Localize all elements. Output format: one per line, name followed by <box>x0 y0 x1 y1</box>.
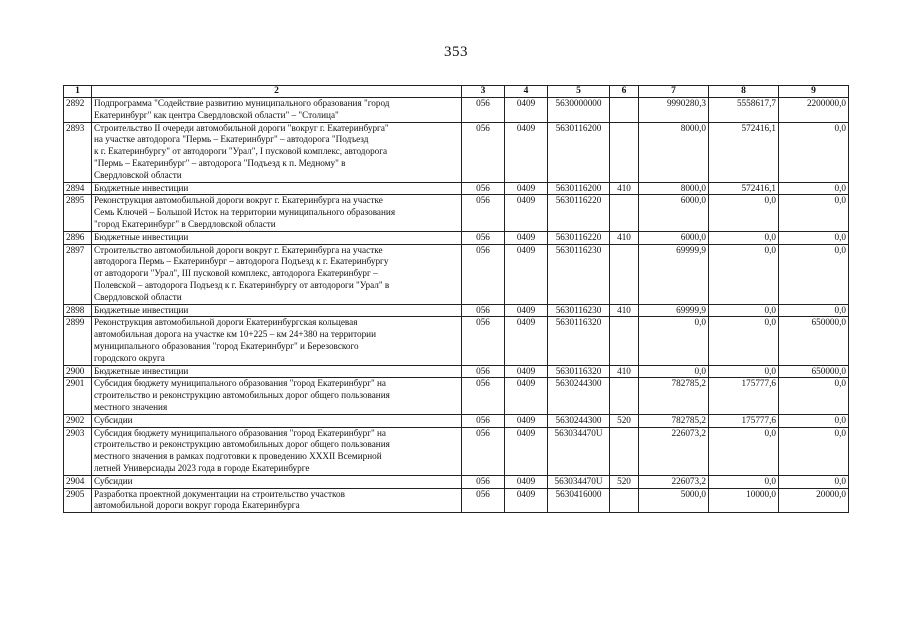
target-code-cell: 5630416000 <box>548 488 610 513</box>
row-name-line: Свердловской области <box>94 291 182 302</box>
row-name-cell <box>92 378 462 414</box>
table-row <box>64 317 849 365</box>
row-name-line: строительство и реконструкцию автомобильных дорог общего пользования <box>94 390 390 401</box>
row-name-line: местного значения <box>94 401 168 412</box>
row-name-line: местного значения в рамках подготовки к проведению XXXII Всемирной <box>94 451 382 462</box>
row-number-cell: 2903 <box>64 427 92 475</box>
row-number-cell: 2895 <box>64 195 92 231</box>
header-row <box>64 86 849 98</box>
column-header: 9 <box>779 86 849 98</box>
row-name-line: Семь Ключей – Большой Исток на территории муниципального образования <box>94 207 396 218</box>
row-name-line: "город Екатеринбург" в Свердловской области <box>94 218 276 229</box>
amount-col9-cell: 2200000,0 <box>779 98 849 123</box>
amount-col7-cell: 69999,9 <box>639 244 709 304</box>
row-number-cell: 2899 <box>64 317 92 365</box>
amount-col8-cell: 10000,0 <box>709 488 779 513</box>
section-code-cell: 0409 <box>505 195 548 231</box>
row-name-line: Субсидия бюджету муниципального образования "город Екатеринбург" на <box>94 427 387 438</box>
column-header: 2 <box>92 86 462 98</box>
row-name-line: Свердловской области <box>94 169 182 180</box>
row-number-cell: 2904 <box>64 475 92 488</box>
amount-col8-cell: 0,0 <box>709 244 779 304</box>
amount-col9-cell: 650000,0 <box>779 365 849 378</box>
row-name-line: Субсидии <box>94 414 133 425</box>
expense-type-cell <box>610 378 639 414</box>
row-name-line: на участке автодорога "Пермь – Екатеринбург" – автодорога "Подъезд <box>94 134 369 145</box>
column-header: 1 <box>64 86 92 98</box>
ministry-code-cell: 056 <box>462 122 505 182</box>
table-row <box>64 378 849 414</box>
ministry-code-cell: 056 <box>462 182 505 195</box>
section-code-cell: 0409 <box>505 488 548 513</box>
table-row <box>64 122 849 182</box>
amount-col9-cell: 0,0 <box>779 427 849 475</box>
section-code-cell: 0409 <box>505 317 548 365</box>
target-code-cell: 5630244300 <box>548 378 610 414</box>
row-name-line: городского округа <box>94 352 165 363</box>
row-name-line: автодорога Пермь – Екатеринбург – автодорога Подъезд к г. Екатеринбургу <box>94 256 389 267</box>
amount-col9-cell: 0,0 <box>779 475 849 488</box>
row-name-cell <box>92 98 462 123</box>
row-name-line: автомобильной дороги вокруг города Екатеринбурга <box>94 500 300 511</box>
amount-col8-cell: 0,0 <box>709 427 779 475</box>
row-name-line: Реконструкция автомобильной дороги Екатеринбургская кольцевая <box>94 317 358 328</box>
expense-type-cell: 520 <box>610 414 639 427</box>
column-header: 3 <box>462 86 505 98</box>
target-code-cell: 5630116230 <box>548 304 610 317</box>
ministry-code-cell: 056 <box>462 427 505 475</box>
row-name-line: летней Универсиады 2023 года в городе Екатеринбурге <box>94 462 310 473</box>
amount-col8-cell: 0,0 <box>709 231 779 244</box>
table-row <box>64 195 849 231</box>
row-name-line: строительство и реконструкцию автомобильных дорог общего пользования <box>94 439 390 450</box>
target-code-cell: 5630116220 <box>548 231 610 244</box>
row-name-line: Бюджетные инвестиции <box>94 304 189 315</box>
amount-col7-cell: 8000,0 <box>639 122 709 182</box>
ministry-code-cell: 056 <box>462 304 505 317</box>
amount-col8-cell: 0,0 <box>709 195 779 231</box>
row-name-line: Строительство II очереди автомобильной дороги "вокруг г. Екатеринбурга" <box>94 122 389 133</box>
section-code-cell: 0409 <box>505 182 548 195</box>
ministry-code-cell: 056 <box>462 488 505 513</box>
row-name-line: Бюджетные инвестиции <box>94 231 189 242</box>
row-name-cell <box>92 488 462 513</box>
target-code-cell: 5630116220 <box>548 195 610 231</box>
row-number-cell: 2898 <box>64 304 92 317</box>
section-code-cell: 0409 <box>505 231 548 244</box>
ministry-code-cell: 056 <box>462 195 505 231</box>
column-header: 7 <box>639 86 709 98</box>
table-row <box>64 414 849 427</box>
expense-type-cell <box>610 427 639 475</box>
expense-type-cell <box>610 488 639 513</box>
row-name-line: Бюджетные инвестиции <box>94 182 189 193</box>
amount-col7-cell: 0,0 <box>639 365 709 378</box>
amount-col8-cell: 0,0 <box>709 475 779 488</box>
expense-type-cell <box>610 122 639 182</box>
target-code-cell: 5630116200 <box>548 122 610 182</box>
amount-col9-cell: 0,0 <box>779 414 849 427</box>
column-header: 5 <box>548 86 610 98</box>
row-number-cell: 2896 <box>64 231 92 244</box>
row-number-cell: 2892 <box>64 98 92 123</box>
table-row <box>64 427 849 475</box>
target-code-cell: 5630116200 <box>548 182 610 195</box>
amount-col8-cell: 0,0 <box>709 365 779 378</box>
expense-type-cell: 520 <box>610 475 639 488</box>
amount-col7-cell: 6000,0 <box>639 195 709 231</box>
expense-type-cell <box>610 98 639 123</box>
section-code-cell: 0409 <box>505 365 548 378</box>
ministry-code-cell: 056 <box>462 231 505 244</box>
amount-col9-cell: 0,0 <box>779 122 849 182</box>
row-name-cell <box>92 317 462 365</box>
section-code-cell: 0409 <box>505 414 548 427</box>
section-code-cell: 0409 <box>505 304 548 317</box>
table-row <box>64 98 849 123</box>
row-name-line: Екатеринбург" как центра Свердловской области" – "Столица" <box>94 109 339 120</box>
expense-type-cell <box>610 195 639 231</box>
table-row <box>64 231 849 244</box>
row-name-cell <box>92 475 462 488</box>
table-row <box>64 304 849 317</box>
table-row <box>64 244 849 304</box>
row-number-cell: 2894 <box>64 182 92 195</box>
target-code-cell: 563034470U <box>548 427 610 475</box>
row-number-cell: 2897 <box>64 244 92 304</box>
row-name-cell <box>92 195 462 231</box>
table-row <box>64 365 849 378</box>
target-code-cell: 5630116230 <box>548 244 610 304</box>
amount-col9-cell: 0,0 <box>779 244 849 304</box>
section-code-cell: 0409 <box>505 427 548 475</box>
expense-type-cell <box>610 317 639 365</box>
amount-col7-cell: 0,0 <box>639 317 709 365</box>
amount-col7-cell: 782785,2 <box>639 378 709 414</box>
ministry-code-cell: 056 <box>462 475 505 488</box>
ministry-code-cell: 056 <box>462 365 505 378</box>
row-name-line: Подпрограмма "Содействие развитию муниципального образования "город <box>94 98 390 108</box>
ministry-code-cell: 056 <box>462 98 505 123</box>
column-header: 8 <box>709 86 779 98</box>
section-code-cell: 0409 <box>505 244 548 304</box>
row-number-cell: 2901 <box>64 378 92 414</box>
amount-col8-cell: 0,0 <box>709 304 779 317</box>
row-name-cell <box>92 365 462 378</box>
column-header: 4 <box>505 86 548 98</box>
row-number-cell: 2900 <box>64 365 92 378</box>
row-number-cell: 2902 <box>64 414 92 427</box>
target-code-cell: 5630116320 <box>548 317 610 365</box>
section-code-cell: 0409 <box>505 98 548 123</box>
row-name-line: муниципального образования "город Екатеринбург" и Березовского <box>94 340 359 351</box>
row-name-line: к г. Екатеринбургу" от автодороги "Урал", I пусковой комплекс, автодорога <box>94 146 388 157</box>
expense-type-cell: 410 <box>610 182 639 195</box>
budget-table <box>63 85 849 513</box>
amount-col7-cell: 5000,0 <box>639 488 709 513</box>
row-name-line: Бюджетные инвестиции <box>94 365 189 376</box>
expense-type-cell: 410 <box>610 304 639 317</box>
amount-col9-cell: 650000,0 <box>779 317 849 365</box>
row-number-cell: 2905 <box>64 488 92 513</box>
row-name-cell <box>92 304 462 317</box>
ministry-code-cell: 056 <box>462 317 505 365</box>
amount-col7-cell: 8000,0 <box>639 182 709 195</box>
expense-type-cell: 410 <box>610 365 639 378</box>
row-name-cell <box>92 414 462 427</box>
row-name-line: Строительство автомобильной дороги вокруг г. Екатеринбурга на участке <box>94 244 383 255</box>
table-row <box>64 475 849 488</box>
target-code-cell: 5630116320 <box>548 365 610 378</box>
row-name-line: от автодороги "Урал", III пусковой комплекс, автодорога Екатеринбург – <box>94 268 378 279</box>
amount-col8-cell: 572416,1 <box>709 182 779 195</box>
amount-col9-cell: 0,0 <box>779 378 849 414</box>
target-code-cell: 5630000000 <box>548 98 610 123</box>
section-code-cell: 0409 <box>505 122 548 182</box>
expense-type-cell <box>610 244 639 304</box>
section-code-cell: 0409 <box>505 475 548 488</box>
amount-col8-cell: 5558617,7 <box>709 98 779 123</box>
row-name-line: Субсидии <box>94 475 133 486</box>
amount-col9-cell: 20000,0 <box>779 488 849 513</box>
amount-col7-cell: 9990280,3 <box>639 98 709 123</box>
row-name-line: Разработка проектной документации на строительство участков <box>94 488 345 499</box>
row-name-line: Субсидия бюджету муниципального образования "город Екатеринбург" на <box>94 378 387 389</box>
row-name-line: Полевской – автодорога Подъезд к г. Екатеринбургу от автодороги "Урал" в <box>94 279 390 290</box>
amount-col7-cell: 782785,2 <box>639 414 709 427</box>
amount-col8-cell: 572416,1 <box>709 122 779 182</box>
row-name-cell <box>92 182 462 195</box>
amount-col9-cell: 0,0 <box>779 231 849 244</box>
row-name-cell <box>92 427 462 475</box>
amount-col8-cell: 175777,6 <box>709 378 779 414</box>
row-name-cell <box>92 122 462 182</box>
row-number-cell: 2893 <box>64 122 92 182</box>
row-name-line: Реконструкция автомобильной дороги вокруг г. Екатеринбурга на участке <box>94 195 383 206</box>
amount-col8-cell: 175777,6 <box>709 414 779 427</box>
target-code-cell: 5630244300 <box>548 414 610 427</box>
row-name-line: "Пермь – Екатеринбург" – автодорога "Подъезд к п. Медному" в <box>94 157 346 168</box>
ministry-code-cell: 056 <box>462 378 505 414</box>
ministry-code-cell: 056 <box>462 414 505 427</box>
amount-col7-cell: 6000,0 <box>639 231 709 244</box>
expense-type-cell: 410 <box>610 231 639 244</box>
amount-col9-cell: 0,0 <box>779 182 849 195</box>
target-code-cell: 563034470U <box>548 475 610 488</box>
amount-col7-cell: 69999,9 <box>639 304 709 317</box>
page-number: 353 <box>444 44 468 60</box>
ministry-code-cell: 056 <box>462 244 505 304</box>
amount-col7-cell: 226073,2 <box>639 475 709 488</box>
amount-col7-cell: 226073,2 <box>639 427 709 475</box>
amount-col9-cell: 0,0 <box>779 304 849 317</box>
table-row <box>64 182 849 195</box>
amount-col8-cell: 0,0 <box>709 317 779 365</box>
column-header: 6 <box>610 86 639 98</box>
row-name-cell <box>92 231 462 244</box>
table-row <box>64 488 849 513</box>
table-body <box>64 98 849 513</box>
row-name-cell <box>92 244 462 304</box>
section-code-cell: 0409 <box>505 378 548 414</box>
amount-col9-cell: 0,0 <box>779 195 849 231</box>
row-name-line: автомобильная дорога на участке км 10+225 – км 24+380 на территории <box>94 329 377 340</box>
